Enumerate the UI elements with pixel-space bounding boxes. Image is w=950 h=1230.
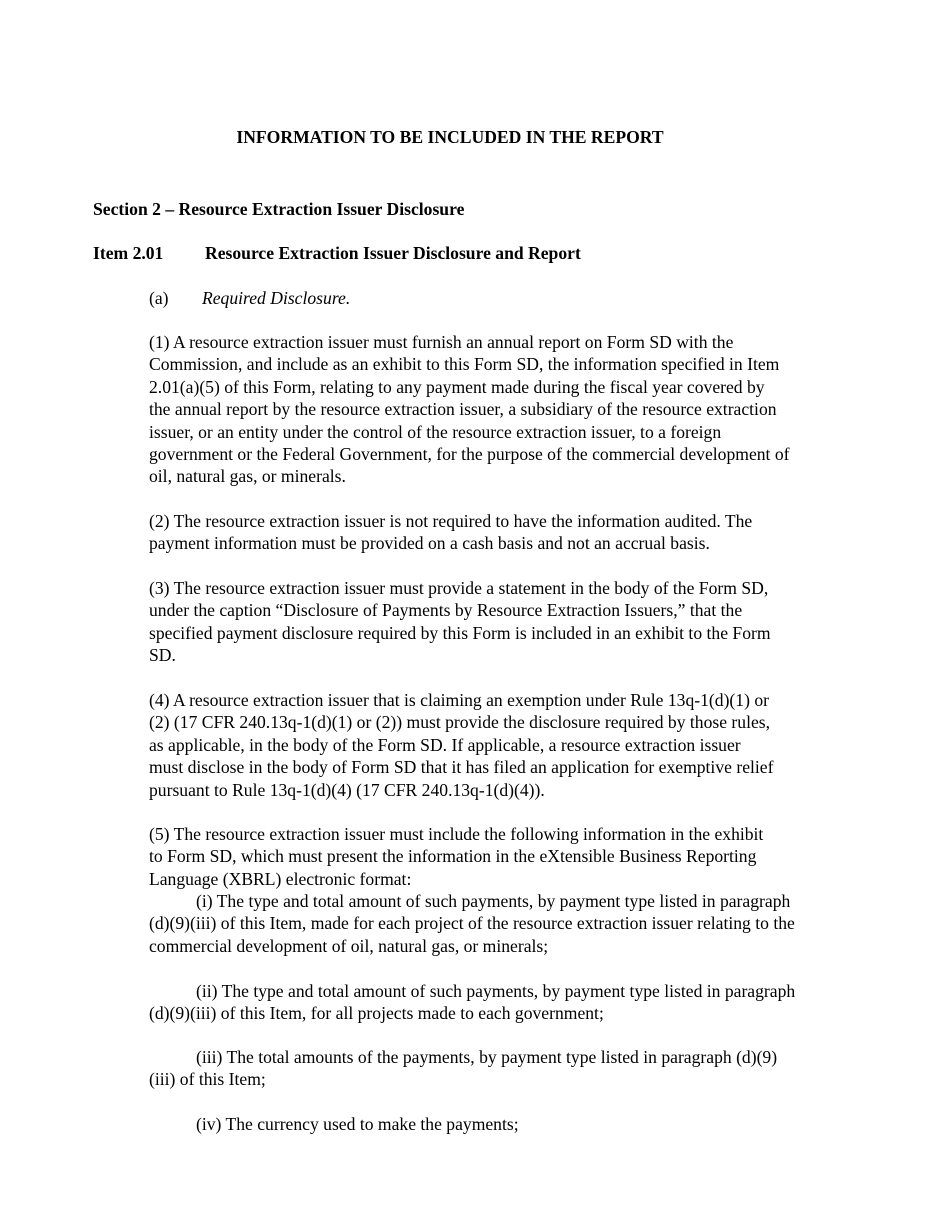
paragraph-line: (1) A resource extraction issuer must furnish an annual report on Form SD with the <box>149 332 734 352</box>
paragraph-line: (4) A resource extraction issuer that is claiming an exemption under Rule 13q-1(d)(1) or <box>149 690 769 710</box>
paragraph-line: as applicable, in the body of the Form SD. If applicable, a resource extraction issuer <box>149 734 741 755</box>
paragraph-line: SD. <box>149 645 176 666</box>
subitem-i <box>149 890 839 957</box>
paragraph-5 <box>149 823 839 890</box>
paragraph-line: government or the Federal Government, for the purpose of the commercial development of <box>149 444 790 465</box>
paragraph-line: Language (XBRL) electronic format: <box>149 868 412 889</box>
subitem-iii <box>149 1046 839 1091</box>
subsection-letter: (a) <box>149 288 169 308</box>
paragraph-1 <box>149 331 839 488</box>
paragraph-3 <box>149 577 839 667</box>
paragraph-line: Commission, and include as an exhibit to this Form SD, the information specified in Item <box>149 354 780 375</box>
subitem-line: (iii) of this Item; <box>149 1069 266 1090</box>
subitem-line: (ii) The type and total amount of such payments, by payment type listed in paragraph <box>196 981 796 1001</box>
subitem-line: (i) The type and total amount of such payments, by payment type listed in paragraph <box>196 891 791 911</box>
paragraph-line: 2.01(a)(5) of this Form, relating to any payment made during the fiscal year covered by <box>149 376 765 397</box>
paragraph-line: the annual report by the resource extraction issuer, a subsidiary of the resource extraction <box>149 399 777 420</box>
paragraph-line: (2) The resource extraction issuer is not required to have the information audited. The <box>149 511 753 531</box>
paragraph-line: to Form SD, which must present the information in the eXtensible Business Reporting <box>149 846 757 867</box>
subitem-iv <box>149 1113 839 1135</box>
paragraph-2 <box>149 510 839 555</box>
section-heading: Section 2 – Resource Extraction Issuer Disclosure <box>93 199 465 219</box>
paragraph-line: issuer, or an entity under the control of the resource extraction issuer, to a foreign <box>149 421 722 442</box>
paragraph-line: (2) (17 CFR 240.13q-1(d)(1) or (2)) must provide the disclosure required by those rules, <box>149 712 771 733</box>
subitem-line: (d)(9)(iii) of this Item, made for each project of the resource extraction issuer relating to the <box>149 913 795 934</box>
paragraph-line: under the caption “Disclosure of Payments by Resource Extraction Issuers,” that the <box>149 600 743 621</box>
subsection-title: Required Disclosure. <box>202 288 351 308</box>
subitem-line: (d)(9)(iii) of this Item, for all projects made to each government; <box>149 1003 604 1024</box>
subitem-line: (iii) The total amounts of the payments, by payment type listed in paragraph (d)(9) <box>196 1047 778 1067</box>
paragraph-4 <box>149 689 839 801</box>
paragraph-line: (5) The resource extraction issuer must include the following information in the exhibit <box>149 824 764 844</box>
item-number: Item 2.01 <box>93 243 164 263</box>
item-title: Resource Extraction Issuer Disclosure and Report <box>205 243 581 263</box>
paragraph-line: pursuant to Rule 13q-1(d)(4) (17 CFR 240.13q-1(d)(4)). <box>149 779 545 800</box>
subitem-line: (iv) The currency used to make the payments; <box>196 1114 519 1134</box>
paragraph-line: must disclose in the body of Form SD that it has filed an application for exemptive relief <box>149 757 774 778</box>
subitem-ii <box>149 980 839 1025</box>
paragraph-line: oil, natural gas, or minerals. <box>149 466 346 487</box>
subitem-line: commercial development of oil, natural gas, or minerals; <box>149 935 549 956</box>
document-title: INFORMATION TO BE INCLUDED IN THE REPORT <box>236 127 664 147</box>
paragraph-line: payment information must be provided on a cash basis and not an accrual basis. <box>149 533 710 554</box>
paragraph-line: specified payment disclosure required by this Form is included in an exhibit to the Form <box>149 622 771 643</box>
paragraph-line: (3) The resource extraction issuer must provide a statement in the body of the Form SD, <box>149 578 769 598</box>
